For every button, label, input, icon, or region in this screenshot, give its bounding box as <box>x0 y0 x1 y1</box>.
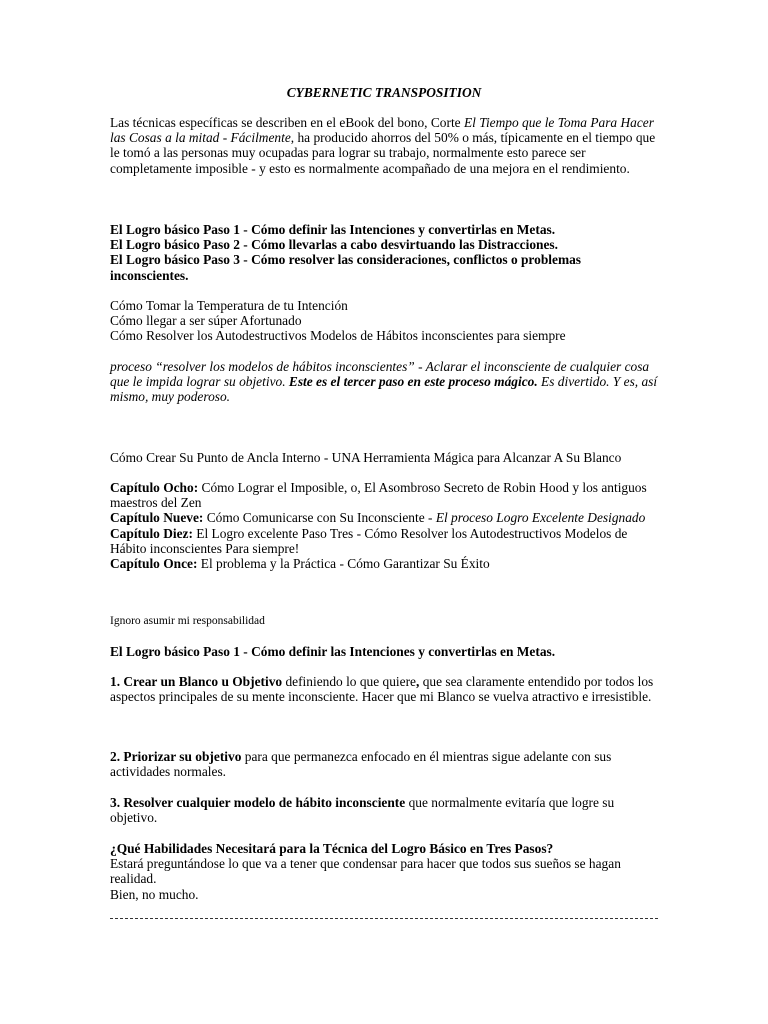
chapter-8-text: Cómo Lograr el Imposible, o, El Asombroso Secreto de Robin Hood y los antiguos maestros del Zen <box>110 480 647 511</box>
skills-question: ¿Qué Habilidades Necesitará para la Técnica del Logro Básico en Tres Pasos? <box>110 841 554 856</box>
chapter-11-label: Capítulo Once: <box>110 556 198 572</box>
howto-item-temperature: Cómo Tomar la Temperatura de tu Intención <box>110 298 348 313</box>
skills-section <box>110 841 660 902</box>
point-1-text: definiendo lo que quiere <box>282 674 416 689</box>
chapter-11-text: El problema y la Práctica - Cómo Garantizar Su Éxito <box>197 556 490 572</box>
point-1-rest: que sea claramente entendido por todos los aspectos principales de su mente inconsciente. Hacer que mi Blanco se vuelva atractivo e irresistible. <box>110 674 654 705</box>
howto-list <box>110 298 660 344</box>
point-2-label: 2. Priorizar su objetivo <box>110 749 242 764</box>
point-3-label: 3. Resolver cualquier modelo de hábito inconsciente <box>110 795 406 810</box>
chapter-9-label: Capítulo Nueve: <box>110 510 204 526</box>
intro-text-1: Las técnicas específicas se describen en el eBook del bono, Corte <box>110 115 464 130</box>
howto-item-habits: Cómo Resolver los Autodestructivos Modelos de Hábitos inconscientes para siempre <box>110 328 566 344</box>
chapters-list <box>110 480 660 571</box>
steps-list <box>110 222 660 283</box>
point-3-paragraph <box>110 795 660 825</box>
point-3-text: que normalmente evitaría que logre su objetivo. <box>110 795 615 826</box>
chapter-9 <box>110 510 660 525</box>
anchor-line: Cómo Crear Su Punto de Ancla Interno - UNA Herramienta Mágica para Alcanzar A Su Blanco <box>110 450 622 465</box>
step-2-line: El Logro básico Paso 2 - Cómo llevarlas a cabo desvirtuando las Distracciones. <box>110 237 558 253</box>
point-2-paragraph <box>110 749 660 779</box>
step-1-line: El Logro básico Paso 1 - Cómo definir las Intenciones y convertirlas en Metas. <box>110 222 556 237</box>
point-1-paragraph <box>110 674 660 704</box>
chapter-10-text: El Logro excelente Paso Tres - Cómo Resolver los Autodestructivos Modelos de Hábito inconscientes Para siempre! <box>110 525 628 556</box>
process-text-2: Es divertido. Y es, así mismo, muy poderoso. <box>110 374 658 405</box>
chapter-9-italic: El proceso Logro Excelente Designado <box>435 510 646 526</box>
process-paragraph <box>110 359 660 405</box>
chapter-8 <box>110 480 660 510</box>
intro-paragraph <box>110 115 660 176</box>
howto-item-fortunate: Cómo llegar a ser súper Afortunado <box>110 313 302 329</box>
skills-answer: Estará preguntándose lo que va a tener que condensar para hacer que todos sus sueños se hagan realidad. <box>110 856 621 887</box>
ignore-line: Ignoro asumir mi responsabilidad <box>110 615 265 627</box>
process-text-bold: Este es el tercer paso en este proceso mágico. <box>288 374 538 390</box>
process-text-1: proceso “resolver los modelos de hábitos inconscientes” - Aclarar el inconsciente de cualquier cosa que le impida lograr su objetivo. <box>110 359 650 390</box>
point-2-text: para que permanezca enfocado en él mientras sigue adelante con sus actividades normales. <box>110 749 612 780</box>
intro-ebook-title: El Tiempo que le Toma Para Hacer las Cosas a la mitad - Fácilmente <box>110 115 654 146</box>
point-1-comma: , <box>415 674 420 689</box>
intro-text-2: , ha producido ahorros del 50% o más, típicamente en el tiempo que le tomó a las personas muy ocupadas para lograr su trabajo, normalmente esto parece ser completamente imposible - y esto es normalmente acompañado de una mejora en el rendimiento. <box>110 130 656 176</box>
chapter-9-text: Cómo Comunicarse con Su Inconsciente - <box>203 510 436 526</box>
dashed-divider <box>110 918 658 919</box>
chapter-10-label: Capítulo Diez: <box>110 525 193 541</box>
skills-short: Bien, no mucho. <box>110 886 199 902</box>
step-1-heading-text: El Logro básico Paso 1 - Cómo definir las Intenciones y convertirlas en Metas. <box>110 644 556 659</box>
step-1-heading <box>110 644 660 659</box>
document-title: CYBERNETIC TRANSPOSITION <box>286 85 482 100</box>
chapter-10 <box>110 526 660 556</box>
chapter-11 <box>110 556 660 571</box>
point-1-label: 1. Crear un Blanco u Objetivo <box>110 674 283 689</box>
chapter-8-label: Capítulo Ocho: <box>110 480 199 495</box>
step-3-line: El Logro básico Paso 3 - Cómo resolver las consideraciones, conflictos o problemas inconscientes. <box>110 252 582 283</box>
